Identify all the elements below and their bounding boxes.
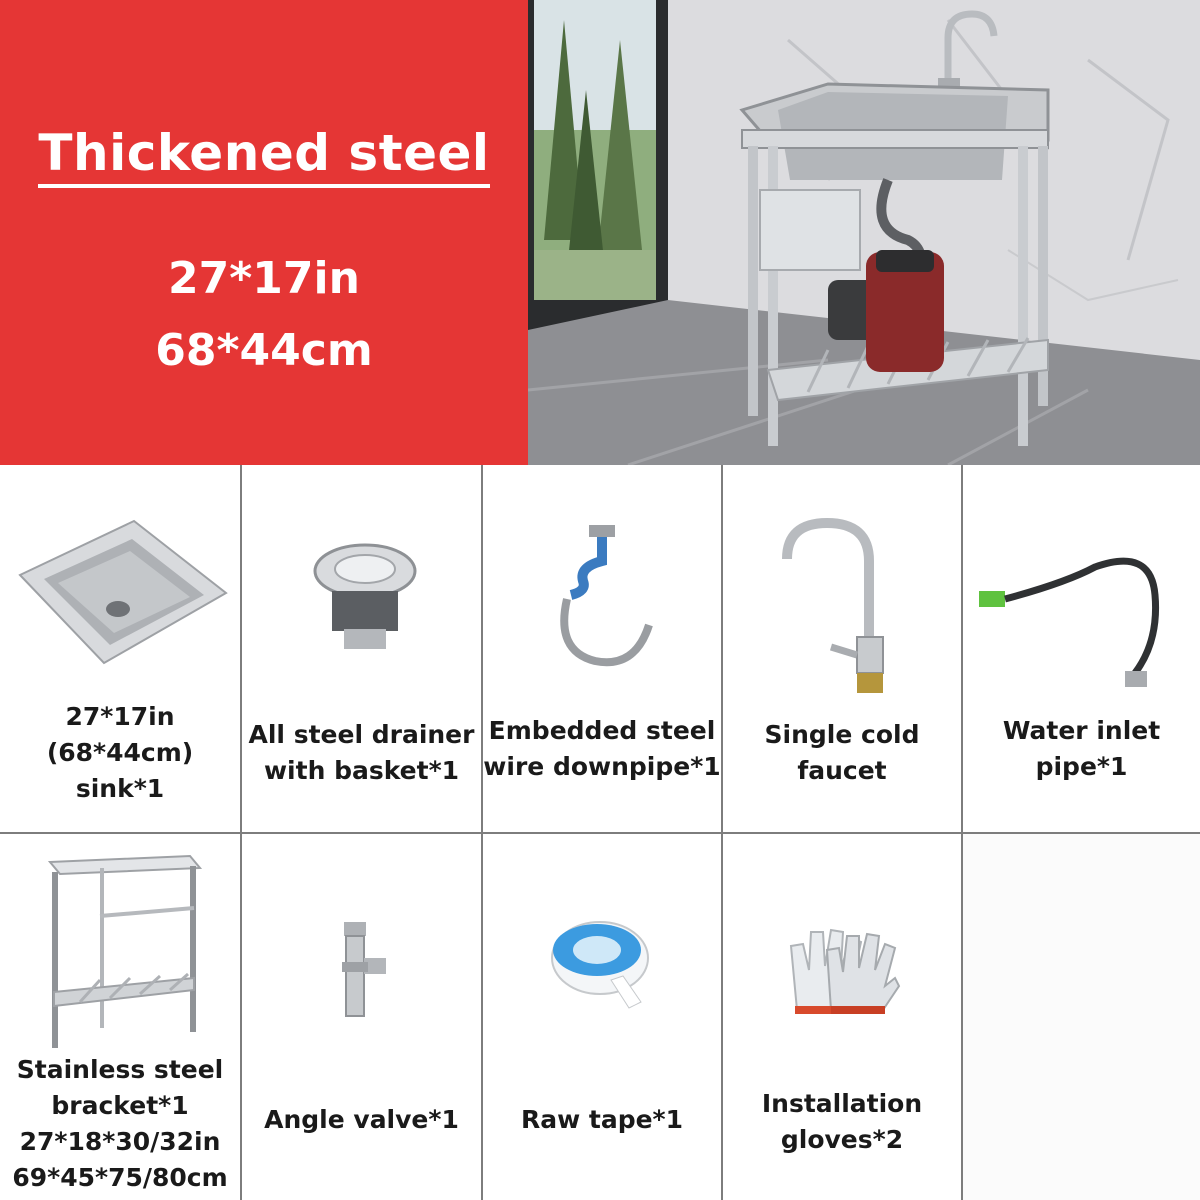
hero-banner (0, 0, 1200, 465)
item-label: 27*17in (68*44cm) sink*1 (46, 702, 194, 803)
item-label: Embedded steel wire downpipe*1 (483, 716, 721, 781)
item-angle-valve (242, 834, 481, 1200)
item-downpipe (483, 465, 721, 832)
faucet-icon (773, 517, 903, 697)
headline: Thickened steel (0, 124, 528, 182)
item-label: Water inlet pipe*1 (1002, 716, 1161, 781)
inlet-hose-icon (975, 555, 1175, 695)
item-label: Raw tape*1 (520, 1105, 684, 1134)
raw-tape-icon (545, 910, 659, 1010)
item-label: Angle valve*1 (264, 1105, 459, 1134)
item-raw-tape (483, 834, 721, 1200)
item-drainer (242, 465, 481, 832)
downpipe-icon (549, 521, 657, 673)
item-label: All steel drainer with basket*1 (248, 720, 475, 785)
steel-bracket-icon (40, 852, 204, 1050)
angle-valve-icon (334, 920, 390, 1022)
headline-panel (0, 0, 528, 465)
empty-cell (963, 834, 1200, 1200)
item-faucet (723, 465, 961, 832)
drainer-basket-icon (310, 541, 420, 653)
item-gloves (723, 834, 961, 1200)
size-inches: 27*17in (168, 253, 360, 304)
item-inlet-pipe (963, 465, 1200, 832)
item-label: Stainless steel bracket*1 27*18*30/32in 69*45*75/80cm (12, 1055, 228, 1192)
gloves-icon (787, 926, 901, 1018)
item-label: Single cold faucet (764, 720, 920, 785)
item-label: Installation gloves*2 (761, 1089, 923, 1154)
sink-bowl-icon (14, 517, 230, 667)
item-bracket (0, 834, 240, 1200)
product-photo (528, 0, 1200, 465)
item-sink (0, 465, 240, 832)
package-contents-grid (0, 465, 1200, 1200)
size-centimeters: 68*44cm (155, 325, 373, 376)
